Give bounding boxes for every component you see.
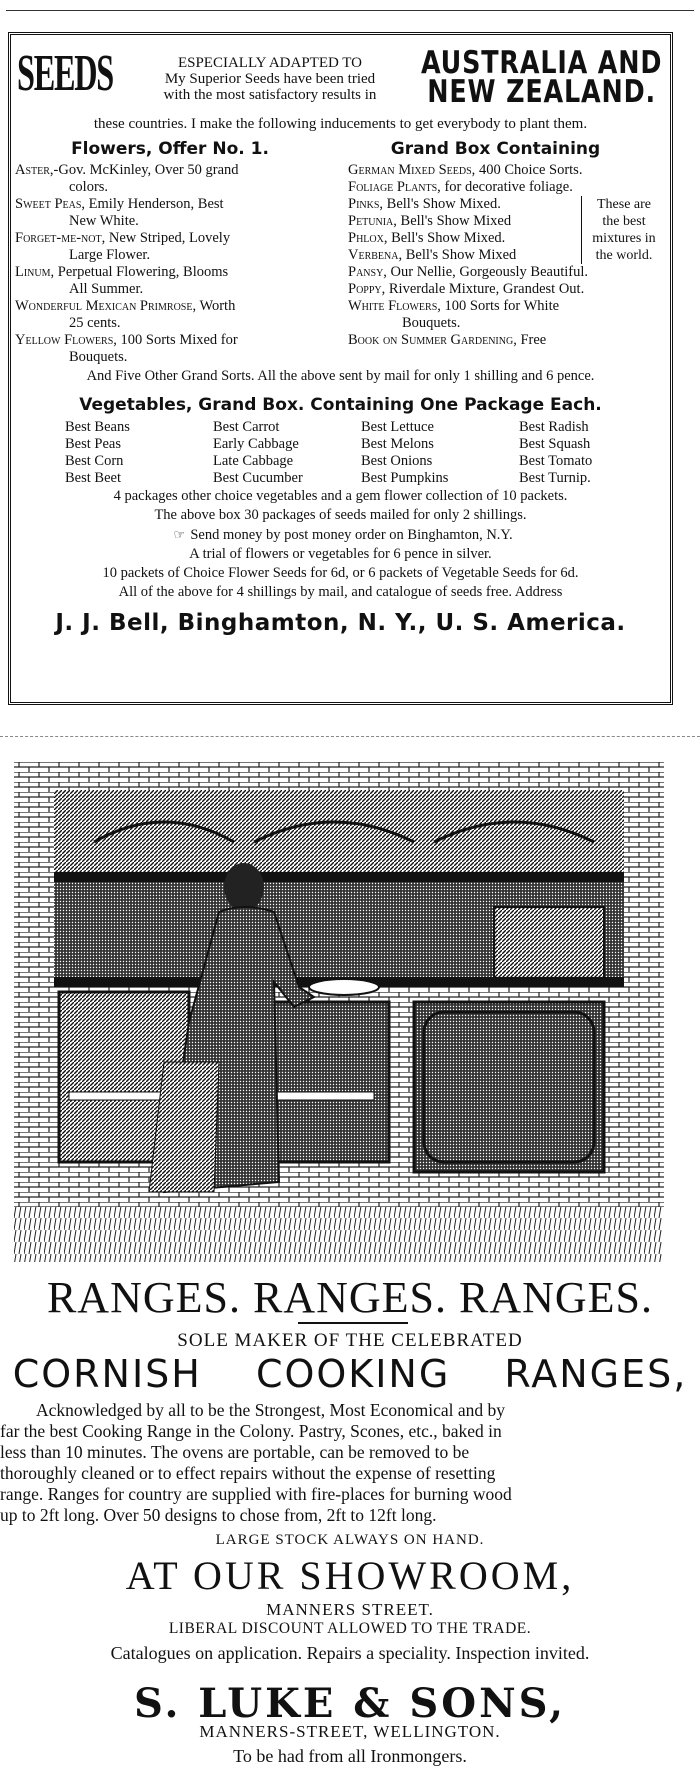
- seed-ad-tagline: [115, 55, 425, 103]
- description-line: less than 10 minutes. The ovens are portable, can be removed to be: [0, 1442, 470, 1462]
- flower-entry: Verbena, Bell's Show Mixed: [348, 247, 517, 263]
- flower-columns: [15, 162, 666, 366]
- seed-ad-terms: [15, 487, 666, 602]
- seeds-headline: SEEDS: [17, 45, 113, 102]
- ranges-headline: RANGES. RANGES. RANGES.: [46, 1273, 654, 1322]
- vegetable-item: Best Peas: [65, 436, 121, 452]
- vegetable-item: Late Cabbage: [213, 453, 294, 469]
- flowers-heading: Flowers, Offer No. 1.: [71, 139, 269, 159]
- stock-notice: LARGE STOCK ALWAYS ON HAND.: [215, 1532, 485, 1548]
- vegetable-item: Best Cucumber: [213, 470, 303, 486]
- company-address: MANNERS-STREET, WELLINGTON.: [199, 1722, 501, 1741]
- range-description: [0, 1400, 700, 1526]
- vegetable-grid: [15, 419, 666, 487]
- tagline-line: My Superior Seeds have been tried: [164, 71, 376, 87]
- sole-maker-line: SOLE MAKER OF THE CELEBRATED: [177, 1330, 523, 1351]
- description-line: far the best Cooking Range in the Colony. Pastry, Scones, etc., baked in: [0, 1421, 502, 1441]
- showroom-street: MANNERS STREET.: [266, 1600, 434, 1619]
- description-line: Acknowledged by all to be the Strongest, Most Economical and by: [36, 1400, 506, 1420]
- flower-column-right: [348, 162, 666, 366]
- region-line: NEW ZEALAND.: [426, 74, 656, 110]
- terms-line: ☞ Send money by post money order on Binghamton, N.Y.: [15, 525, 666, 545]
- mixture-note: These are the best mixtures in the world.: [592, 197, 656, 263]
- terms-line: 4 packages other choice vegetables and a gem flower collection of 10 packets.: [113, 488, 568, 504]
- cooking-range-engraving: [14, 762, 664, 1262]
- flower-entry: Sweet Peas, Emily Henderson, Best New White.: [15, 196, 224, 229]
- vegetable-item: Best Radish: [519, 419, 589, 435]
- top-rule: [6, 10, 694, 11]
- catalogue-line: Catalogues on application. Repairs a speciality. Inspection invited.: [110, 1643, 590, 1663]
- region-line: AUSTRALIA AND: [420, 45, 662, 81]
- tagline-line: with the most satisfactory results in: [163, 87, 377, 103]
- vegetable-item: Best Beet: [65, 470, 121, 486]
- grand-box-heading: Grand Box Containing: [390, 139, 601, 159]
- tagline-line: ESPECIALLY ADAPTED TO: [177, 55, 363, 71]
- flower-entry: Aster,-Gov. McKinley, Over 50 grand colors.: [15, 162, 239, 195]
- company-name: S. LUKE & SONS,: [133, 1680, 567, 1727]
- pointing-hand-icon: ☞: [173, 527, 186, 542]
- flower-column-left: [15, 162, 348, 366]
- flower-entry: Poppy, Riverdale Mixture, Grandest Out.: [348, 281, 585, 297]
- vegetable-item: Best Tomato: [519, 453, 593, 469]
- seed-ad-header: [15, 41, 666, 119]
- flower-entry: Pansy, Our Nellie, Gorgeously Beautiful.: [348, 264, 589, 280]
- vegetables-heading: Vegetables, Grand Box. Containing One Package Each.: [79, 395, 602, 415]
- stockists-line: To be had from all Ironmongers.: [233, 1746, 467, 1766]
- flower-entry: Foliage Plants, for decorative foliage.: [348, 179, 573, 195]
- seed-ad-intro: these countries. I make the following inducements to get everybody to plant them.: [93, 116, 588, 132]
- terms-line: The above box 30 packages of seeds mailed for only 2 shillings.: [154, 507, 527, 523]
- vegetable-item: Best Squash: [519, 436, 591, 452]
- vegetable-item: Early Cabbage: [213, 436, 299, 452]
- terms-line: A trial of flowers or vegetables for 6 pence in silver.: [189, 546, 492, 562]
- description-line: range. Ranges for country are supplied with fire-places for burning wood: [0, 1484, 512, 1504]
- flower-entry: White Flowers, 100 Sorts for White Bouquets.: [348, 298, 560, 331]
- flower-entry: Pinks, Bell's Show Mixed.: [348, 196, 501, 212]
- flower-entry: Linum, Perpetual Flowering, Blooms All Summer.: [15, 264, 229, 297]
- description-line: up to 2ft long. Over 50 designs to chose from, 2ft to 12ft long.: [0, 1505, 437, 1525]
- vegetable-item: Best Turnip.: [519, 470, 591, 486]
- seed-advertisement: [8, 32, 673, 705]
- flower-entry: Phlox, Bell's Show Mixed.: [348, 230, 506, 246]
- vegetable-item: Best Melons: [361, 436, 434, 452]
- vegetable-item: Best Onions: [361, 453, 433, 469]
- product-name: CORNISH COOKING RANGES,: [12, 1352, 688, 1396]
- flower-entry: Yellow Flowers, 100 Sorts Mixed for Bouquets.: [15, 332, 238, 365]
- terms-line: All of the above for 4 shillings by mail, and catalogue of seeds free. Address: [118, 584, 563, 600]
- showroom-headline: AT OUR SHOWROOM,: [125, 1553, 575, 1598]
- seed-ad-address: J. J. Bell, Binghamton, N. Y., U. S. America.: [55, 610, 626, 636]
- headline-rule: [298, 1322, 408, 1324]
- flower-entry: Petunia, Bell's Show Mixed: [348, 213, 512, 229]
- flower-entry: Forget-me-not, New Striped, Lovely Large Flower.: [15, 230, 231, 263]
- description-line: thoroughly cleaned or to effect repairs without the expense of resetting: [0, 1463, 496, 1483]
- vegetable-item: Best Lettuce: [361, 419, 434, 435]
- trade-discount: LIBERAL DISCOUNT ALLOWED TO THE TRADE.: [168, 1620, 532, 1637]
- mixture-list: [348, 196, 582, 264]
- flower-entry: German Mixed Seeds, 400 Choice Sorts.: [348, 162, 583, 178]
- region-headline: [420, 45, 662, 110]
- vegetable-item: Best Carrot: [213, 419, 280, 435]
- flower-offer-price: And Five Other Grand Sorts. All the above sent by mail for only 1 shilling and 6 pence.: [86, 368, 595, 384]
- offer-headings: [15, 139, 666, 159]
- section-divider: [0, 736, 700, 737]
- flower-entry: Wonderful Mexican Primrose, Worth 25 cents.: [15, 298, 236, 331]
- vegetable-item: Best Corn: [65, 453, 124, 469]
- vegetable-item: Best Pumpkins: [361, 470, 449, 486]
- mixture-group: [348, 196, 666, 264]
- terms-line: 10 packets of Choice Flower Seeds for 6d, or 6 packets of Vegetable Seeds for 6d.: [102, 565, 579, 581]
- vegetable-item: Best Beans: [65, 419, 130, 435]
- flower-entry: Book on Summer Gardening, Free: [348, 332, 547, 348]
